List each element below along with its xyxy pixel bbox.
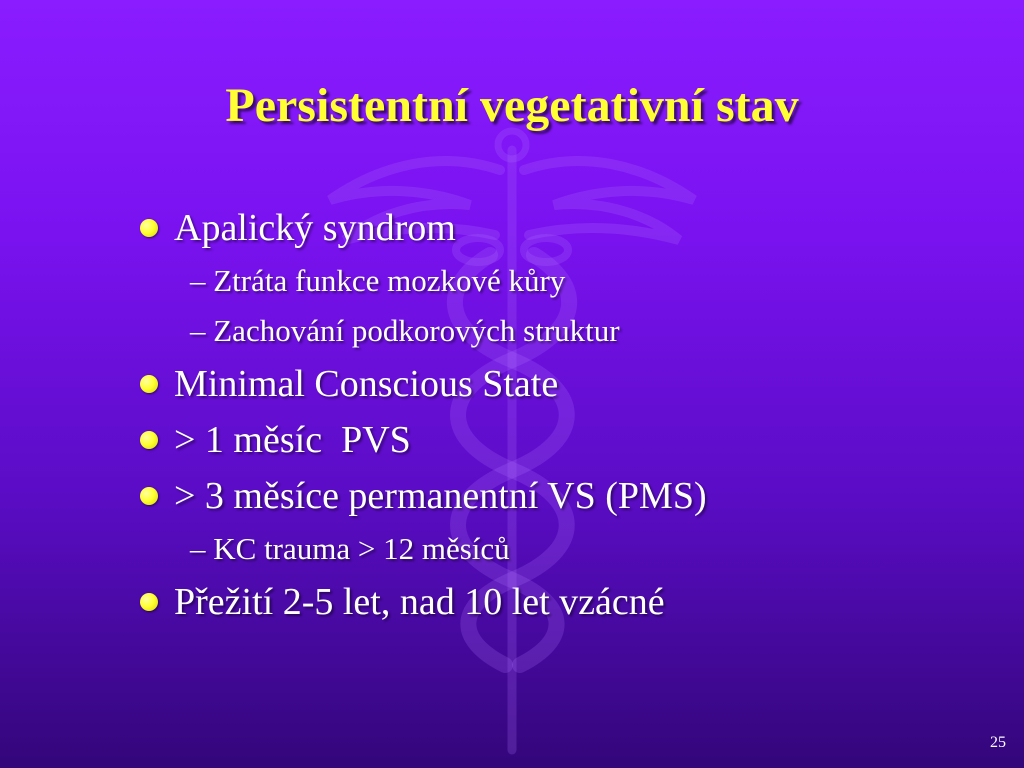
page-number: 25: [990, 734, 1006, 751]
bullet-dot-icon: [140, 219, 158, 237]
sub-bullet-text: Ztráta funkce mozkové kůry: [213, 263, 566, 298]
sub-bullet-text: KC trauma > 12 měsíců: [213, 531, 510, 566]
bullet-text: > 3 měsíce permanentní VS (PMS): [174, 475, 707, 517]
sub-bullet-item: [138, 256, 998, 306]
dash-icon: –: [190, 531, 214, 566]
bullet-text: > 1 měsíc PVS: [174, 419, 411, 461]
bullet-list: [138, 200, 998, 630]
bullet-text: Apalický syndrom: [174, 207, 456, 249]
bullet-item: [138, 468, 998, 524]
bullet-item: [138, 574, 998, 630]
dash-icon: –: [190, 313, 214, 348]
sub-bullet-item: [138, 306, 998, 356]
bullet-text: Přežití 2-5 let, nad 10 let vzácné: [174, 581, 665, 623]
sub-bullet-item: [138, 524, 998, 574]
bullet-dot-icon: [140, 375, 158, 393]
slide-title: Persistentní vegetativní stav: [225, 79, 799, 132]
sub-bullet-text: Zachování podkorových struktur: [213, 313, 620, 348]
bullet-item: [138, 412, 998, 468]
bullet-text: Minimal Conscious State: [174, 363, 559, 405]
bullet-dot-icon: [140, 593, 158, 611]
bullet-item: [138, 356, 998, 412]
dash-icon: –: [190, 263, 214, 298]
bullet-dot-icon: [140, 431, 158, 449]
bullet-dot-icon: [140, 487, 158, 505]
bullet-item: [138, 200, 998, 256]
